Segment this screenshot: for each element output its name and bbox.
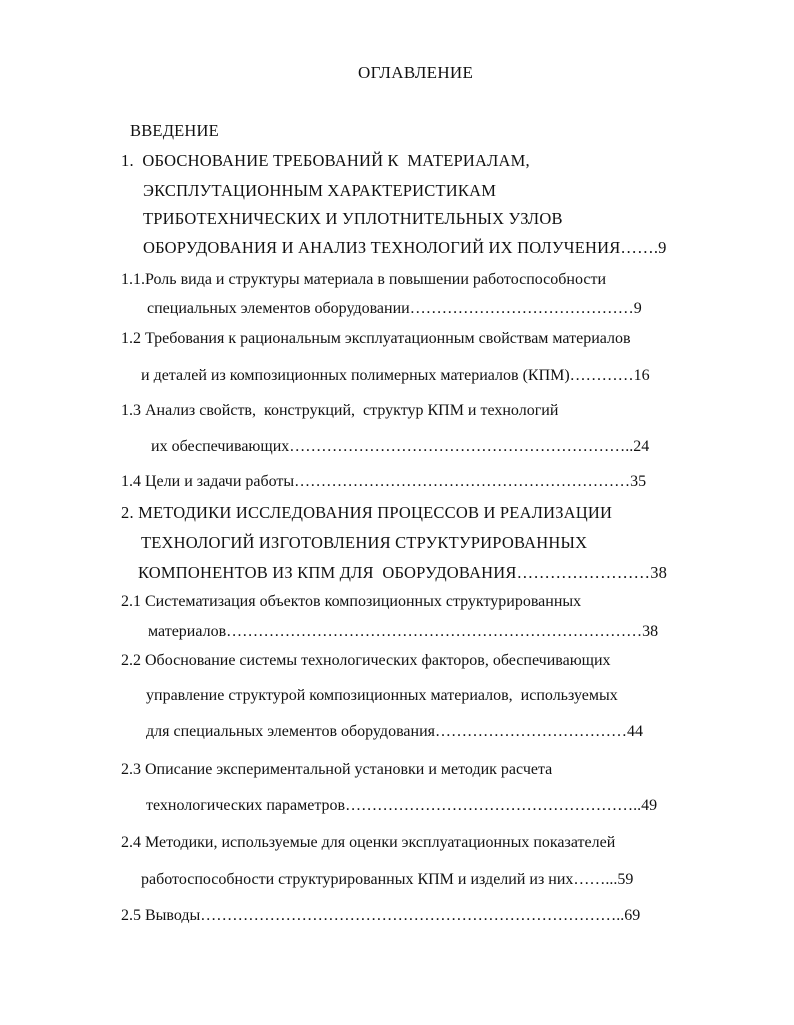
toc-chapter-2-line-3: КОМПОНЕНТОВ ИЗ КПМ ДЛЯ ОБОРУДОВАНИЯ……………………38 bbox=[138, 563, 668, 582]
page-title: ОГЛАВЛЕНИЕ bbox=[358, 63, 474, 82]
toc-section-1-2: 1.2 Требования к рациональным эксплуатационным свойствам материалов bbox=[121, 330, 631, 347]
toc-section-1-3-line-2: их обеспечивающих………………………………………………………..24 bbox=[151, 438, 650, 455]
toc-section-2-2-line-3: для специальных элементов оборудования………………………………44 bbox=[146, 723, 643, 740]
toc-chapter-1-line-3: ТРИБОТЕХНИЧЕСКИХ И УПЛОТНИТЕЛЬНЫХ УЗЛОВ bbox=[143, 209, 563, 228]
toc-chapter-2: 2. МЕТОДИКИ ИССЛЕДОВАНИЯ ПРОЦЕССОВ И РЕАЛИЗАЦИИ bbox=[121, 503, 613, 522]
toc-section-2-2-line-2: управление структурой композиционных материалов, используемых bbox=[146, 687, 618, 704]
toc-section-2-1: 2.1 Систематизация объектов композиционных структурированных bbox=[121, 593, 582, 610]
toc-intro: ВВЕДЕНИЕ bbox=[130, 121, 219, 140]
toc-chapter-1-line-4: ОБОРУДОВАНИЯ И АНАЛИЗ ТЕХНОЛОГИЙ ИХ ПОЛУЧЕНИЯ…….9 bbox=[143, 238, 667, 257]
toc-section-2-4-line-2: работоспособности структурированных КПМ и изделий из них……...59 bbox=[141, 871, 634, 888]
toc-section-2-1-line-2: материалов……………………………………………………………………38 bbox=[148, 623, 659, 640]
toc-chapter-1: 1. ОБОСНОВАНИЕ ТРЕБОВАНИЙ К МАТЕРИАЛАМ, bbox=[121, 151, 530, 170]
toc-section-2-3: 2.3 Описание экспериментальной установки и методик расчета bbox=[121, 761, 553, 778]
toc-section-1-1-line-2: специальных элементов оборудовании……………………………………9 bbox=[147, 300, 642, 317]
toc-chapter-1-line-2: ЭКСПЛУТАЦИОННЫМ ХАРАКТЕРИСТИКАМ bbox=[143, 181, 497, 200]
toc-section-1-3: 1.3 Анализ свойств, конструкций, структур КПМ и технологий bbox=[121, 402, 559, 419]
toc-section-2-2: 2.2 Обоснование системы технологических факторов, обеспечивающих bbox=[121, 652, 611, 669]
toc-section-1-2-line-2: и деталей из композиционных полимерных материалов (КПМ)…………16 bbox=[141, 367, 650, 384]
toc-section-2-5: 2.5 Выводы……………………………………………………………………..69 bbox=[121, 907, 641, 924]
toc-section-2-3-line-2: технологических параметров………………………………………………..49 bbox=[146, 797, 658, 814]
toc-section-1-1: 1.1.Роль вида и структуры материала в повышении работоспособности bbox=[121, 271, 607, 288]
toc-section-2-4: 2.4 Методики, используемые для оценки эксплуатационных показателей bbox=[121, 834, 616, 851]
toc-chapter-2-line-2: ТЕХНОЛОГИЙ ИЗГОТОВЛЕНИЯ СТРУКТУРИРОВАННЫХ bbox=[141, 533, 588, 552]
toc-section-1-4: 1.4 Цели и задачи работы………………………………………………………35 bbox=[121, 473, 647, 490]
